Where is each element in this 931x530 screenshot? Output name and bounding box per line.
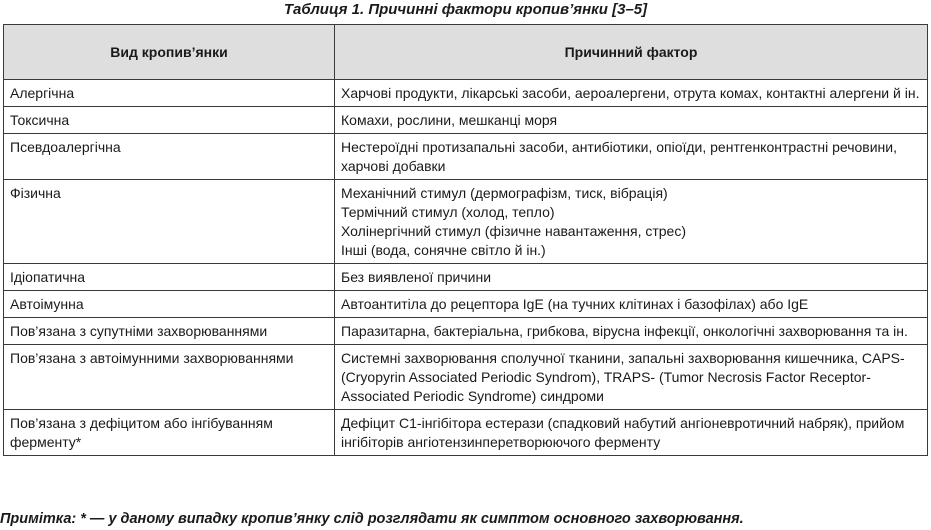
table-row — [4, 410, 928, 456]
cause-factor-cell — [335, 291, 928, 318]
cause-factor-line: Автоантитіла до рецептора IgE (на тучних клітинах і базофілах) або IgE — [341, 296, 809, 312]
urticaria-type-cell: Токсична — [4, 107, 335, 134]
cause-factor-line: Термічний стимул (холод, тепло) — [341, 204, 555, 220]
cause-factor-cell — [335, 345, 928, 410]
table-row — [4, 291, 928, 318]
cause-factor-cell — [335, 107, 928, 134]
urticaria-type-cell: Псевдоалергічна — [4, 134, 335, 180]
urticaria-type-cell: Ідіопатична — [4, 264, 335, 291]
table-row — [4, 107, 928, 134]
cause-factor-line: Інші (вода, сонячне світло й ін.) — [341, 242, 546, 258]
cause-factor-line: Без виявленої причини — [341, 269, 492, 285]
header-type: Вид кропив’янки — [4, 25, 335, 80]
cause-factor-cell — [335, 134, 928, 180]
cause-factor-cell — [335, 318, 928, 345]
urticaria-type-cell: Пов’язана з дефіцитом або інгібуванням ферменту* — [4, 410, 335, 456]
cause-factor-line: Дефіцит С1-інгібітора естерази (спадковий набутий ангіоневротичний набряк), прийом інгібіторів ангіотензинперетворюючого ферменту — [341, 415, 905, 450]
cause-factor-line: Нестероїдні протизапальні засоби, антибіотики, опіоїди, рентгенконтрастні речовини, харчові добавки — [341, 139, 897, 174]
cause-factor-line: Холінергічний стимул (фізичне навантаження, стрес) — [341, 223, 686, 239]
cause-factor-cell — [335, 410, 928, 456]
table-body — [4, 80, 928, 456]
cause-factor-line: Системні захворювання сполучної тканини, запальні захворювання кишечника, CAPS- (Cryopyrin Associated Periodic Syndrom), TRAPS- (Tumor Necrosis Factor Receptor-Associated Periodic Syndrome) синдроми — [341, 350, 905, 404]
cause-factor-line: Харчові продукти, лікарські засоби, аероалергени, отрута комах, контактні алергени й ін. — [341, 85, 920, 101]
table-header-row — [4, 25, 928, 80]
causes-table — [3, 24, 928, 456]
header-factor: Причинний фактор — [335, 25, 928, 80]
table-row — [4, 345, 928, 410]
table-row — [4, 318, 928, 345]
table-row — [4, 80, 928, 107]
urticaria-type-cell: Пов’язана з супутніми захворюваннями — [4, 318, 335, 345]
cause-factor-line: Комахи, рослини, мешканці моря — [341, 112, 558, 128]
cause-factor-line: Паразитарна, бактеріальна, грибкова, вірусна інфекції, онкологічні захворювання та ін. — [341, 323, 908, 339]
urticaria-type-cell: Автоімунна — [4, 291, 335, 318]
urticaria-type-cell: Фізична — [4, 180, 335, 264]
table-row — [4, 264, 928, 291]
table-row — [4, 134, 928, 180]
cause-factor-cell — [335, 80, 928, 107]
cause-factor-cell — [335, 180, 928, 264]
cause-factor-cell — [335, 264, 928, 291]
table-title: Таблиця 1. Причинні фактори кропив’янки [3–5] — [283, 1, 648, 18]
cause-factor-line: Механічний стимул (дермографізм, тиск, вібрація) — [341, 185, 668, 201]
urticaria-type-cell: Алергічна — [4, 80, 335, 107]
footnote: Примітка: * — у даному випадку кропив’янку слід розглядати як симптом основного захворювання. — [0, 511, 744, 527]
urticaria-type-cell: Пов’язана з автоімунними захворюваннями — [4, 345, 335, 410]
table-row — [4, 180, 928, 264]
